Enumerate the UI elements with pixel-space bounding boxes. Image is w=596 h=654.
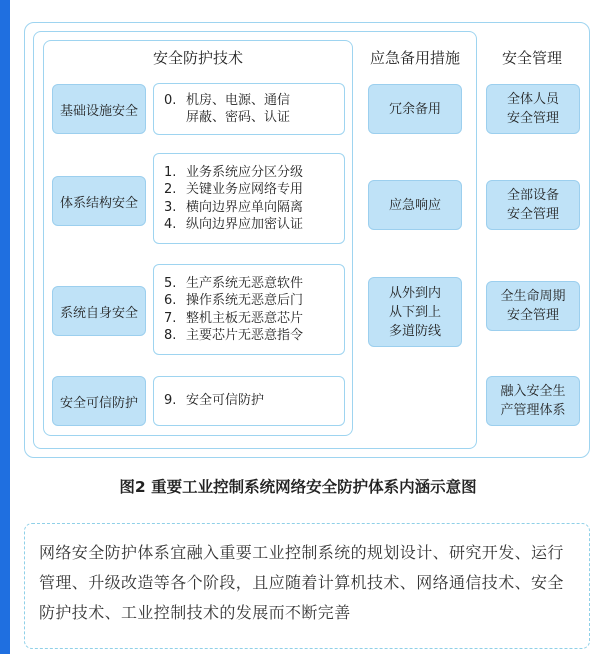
emergency-redundancy: 冗余备用 bbox=[368, 84, 462, 134]
emergency-response: 应急响应 bbox=[368, 180, 462, 230]
item-number: 6. bbox=[164, 293, 177, 308]
accent-bar bbox=[0, 0, 10, 654]
items-architecture bbox=[153, 153, 345, 244]
note-text: 网络安全防护体系宜融入重要工业控制系统的规划设计、研究开发、运行管理、升级改造等各个阶段，且应随着计算机技术、网络通信技术、安全防护技术、工业控制技术的发展而不断完善 bbox=[39, 543, 564, 622]
management-header: 安全管理 bbox=[501, 49, 562, 67]
item-text: 屏蔽、密码、认证 bbox=[186, 110, 291, 125]
item-text: 生产系统无恶意软件 bbox=[186, 275, 304, 291]
item-number: 0. bbox=[164, 92, 177, 108]
item-text: 整机主板无恶意芯片 bbox=[186, 310, 304, 326]
tech-header: 安全防护技术 bbox=[152, 49, 243, 67]
item-number: 9. bbox=[164, 393, 177, 409]
management-all-personnel: 全体人员 安全管理 bbox=[486, 84, 580, 134]
item-text: 业务系统应分区分级 bbox=[186, 164, 304, 180]
items-system-self bbox=[153, 264, 345, 355]
item-text: 纵向边界应加密认证 bbox=[186, 217, 304, 232]
category-trusted-protection: 安全可信防护 bbox=[52, 376, 146, 426]
item-number: 2. bbox=[164, 182, 177, 197]
emergency-header: 应急备用措施 bbox=[369, 49, 460, 67]
category-infrastructure: 基础设施安全 bbox=[52, 84, 146, 134]
item-number: 1. bbox=[164, 164, 177, 180]
item-text: 关键业务应网络专用 bbox=[186, 182, 304, 197]
management-lifecycle: 全生命周期 安全管理 bbox=[486, 281, 580, 331]
emergency-defense-lines: 从外到内 从下到上 多道防线 bbox=[368, 277, 462, 347]
management-all-equipment: 全部设备 安全管理 bbox=[486, 180, 580, 230]
management-production-system: 融入安全生 产管理体系 bbox=[486, 376, 580, 426]
item-number: 3. bbox=[164, 199, 177, 215]
item-text: 操作系统无恶意后门 bbox=[186, 293, 304, 308]
item-number: 7. bbox=[164, 310, 177, 326]
item-number: 4. bbox=[164, 217, 177, 232]
figure-caption: 图2 重要工业控制系统网络安全防护体系内涵示意图 bbox=[119, 478, 477, 496]
note-box bbox=[24, 523, 590, 649]
item-number: 8. bbox=[164, 328, 177, 343]
item-text: 机房、电源、通信 bbox=[186, 92, 291, 108]
item-text: 安全可信防护 bbox=[186, 393, 265, 409]
category-system-self: 系统自身安全 bbox=[52, 286, 146, 336]
items-trusted-protection bbox=[153, 376, 345, 426]
item-text: 主要芯片无恶意指令 bbox=[186, 328, 304, 343]
item-text: 横向边界应单向隔离 bbox=[186, 199, 304, 215]
item-number: 5. bbox=[164, 275, 177, 291]
category-architecture: 体系结构安全 bbox=[52, 176, 146, 226]
items-infrastructure bbox=[153, 83, 345, 135]
